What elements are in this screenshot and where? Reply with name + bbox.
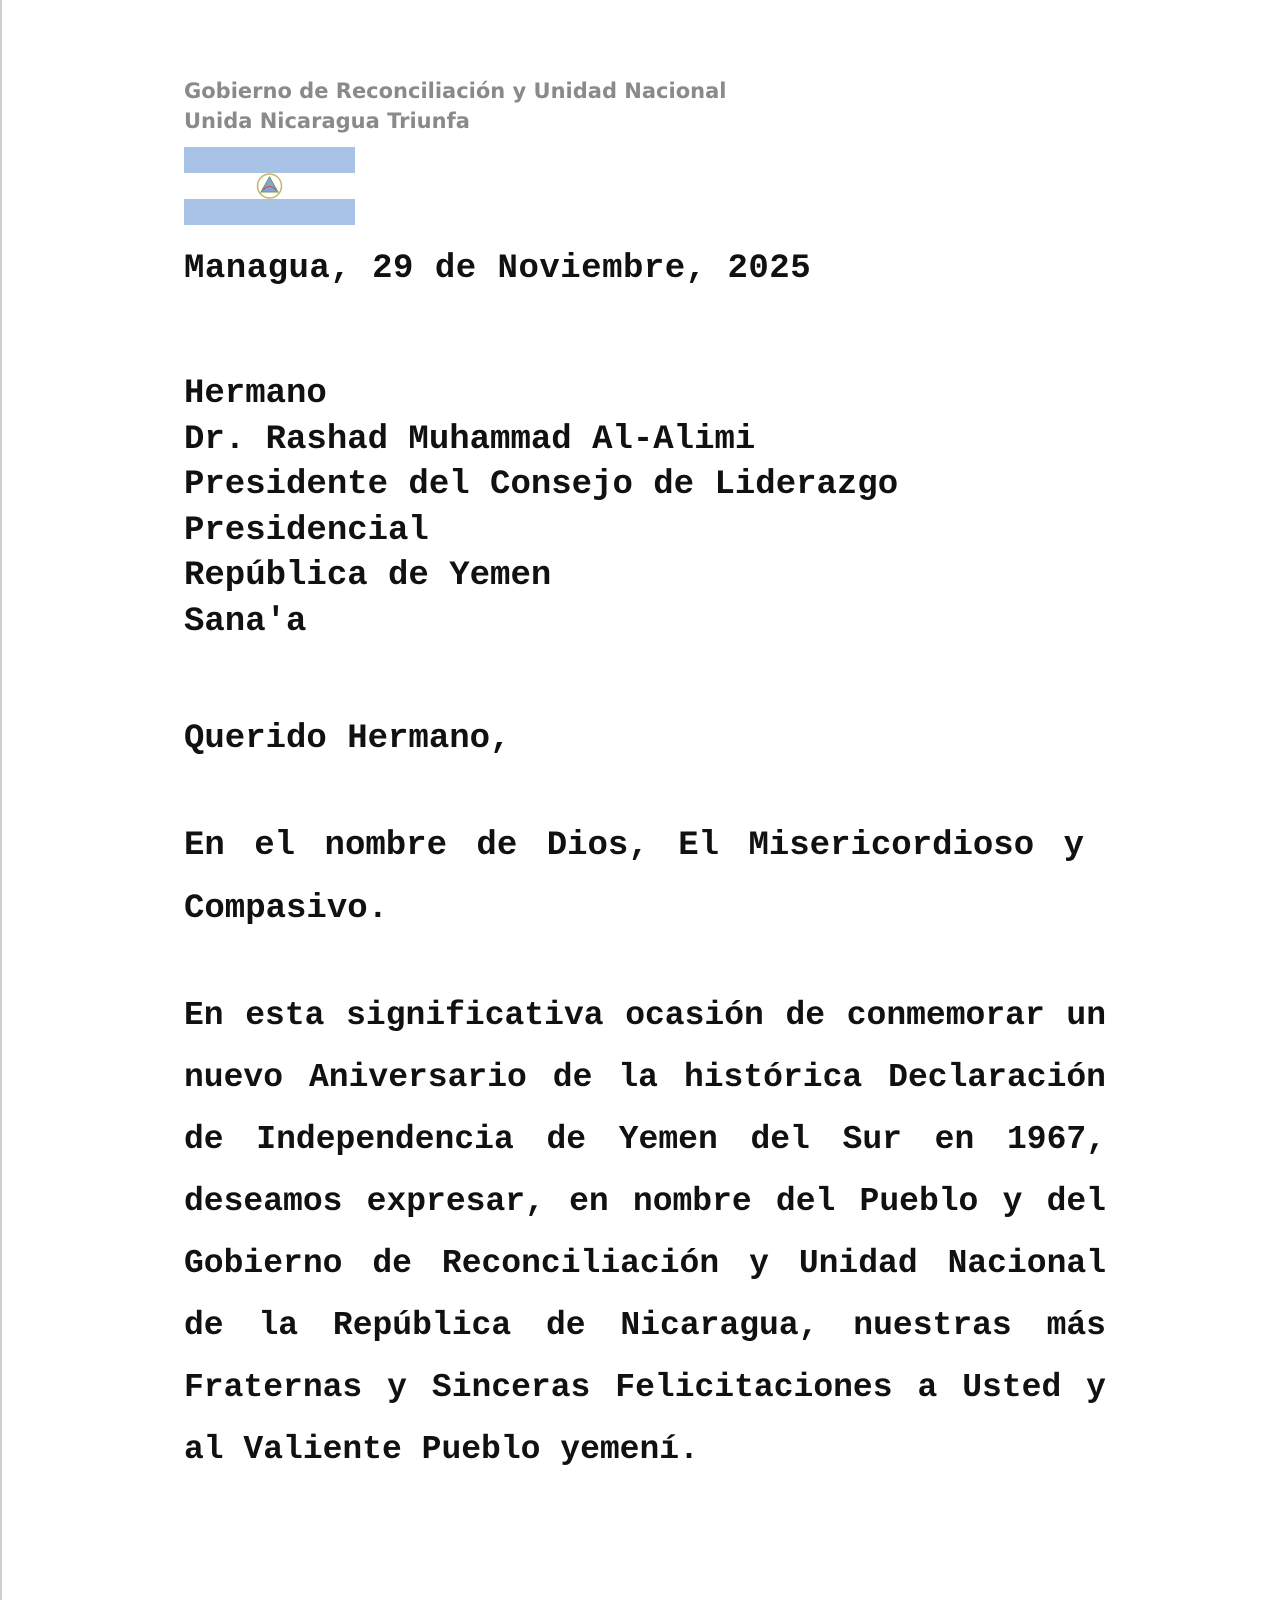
recipient-line: Sana'a — [184, 602, 307, 641]
recipient-block — [184, 372, 898, 645]
letter-date: Managua, 29 de Noviembre, 2025 — [184, 250, 812, 288]
government-name: Gobierno de Reconciliación y Unidad Nacional — [184, 79, 727, 103]
nicaragua-flag-icon — [184, 147, 355, 225]
salutation: Querido Hermano, — [184, 720, 511, 758]
recipient-line: República de Yemen — [184, 557, 552, 595]
opening-paragraph: En el nombre de Dios, El Misericordioso y Compasivo. — [184, 827, 1084, 928]
letterhead — [184, 76, 726, 136]
recipient-line: Dr. Rashad Muhammad Al-Alimi — [184, 420, 756, 459]
recipient-line: Hermano — [184, 375, 327, 413]
page-edge — [0, 0, 2, 1600]
recipient-line: Presidente del Consejo de Liderazgo — [184, 466, 899, 504]
recipient-line: Presidencial — [184, 511, 429, 550]
government-slogan: Unida Nicaragua Triunfa — [184, 109, 470, 133]
congratulations-paragraph: En esta significativa ocasión de conmemorar un nuevo Aniversario de la histórica Declaración de Independencia de Yemen del Sur en 1967, deseamos expresar, en nombre del Pueblo y del Gobierno de Reconciliación y Unidad Nacional de la República de Nicaragua, nuestras más Fraternas y Sinceras Felicitaciones a Usted y al Valiente Pueblo yemení. — [184, 997, 1106, 1468]
